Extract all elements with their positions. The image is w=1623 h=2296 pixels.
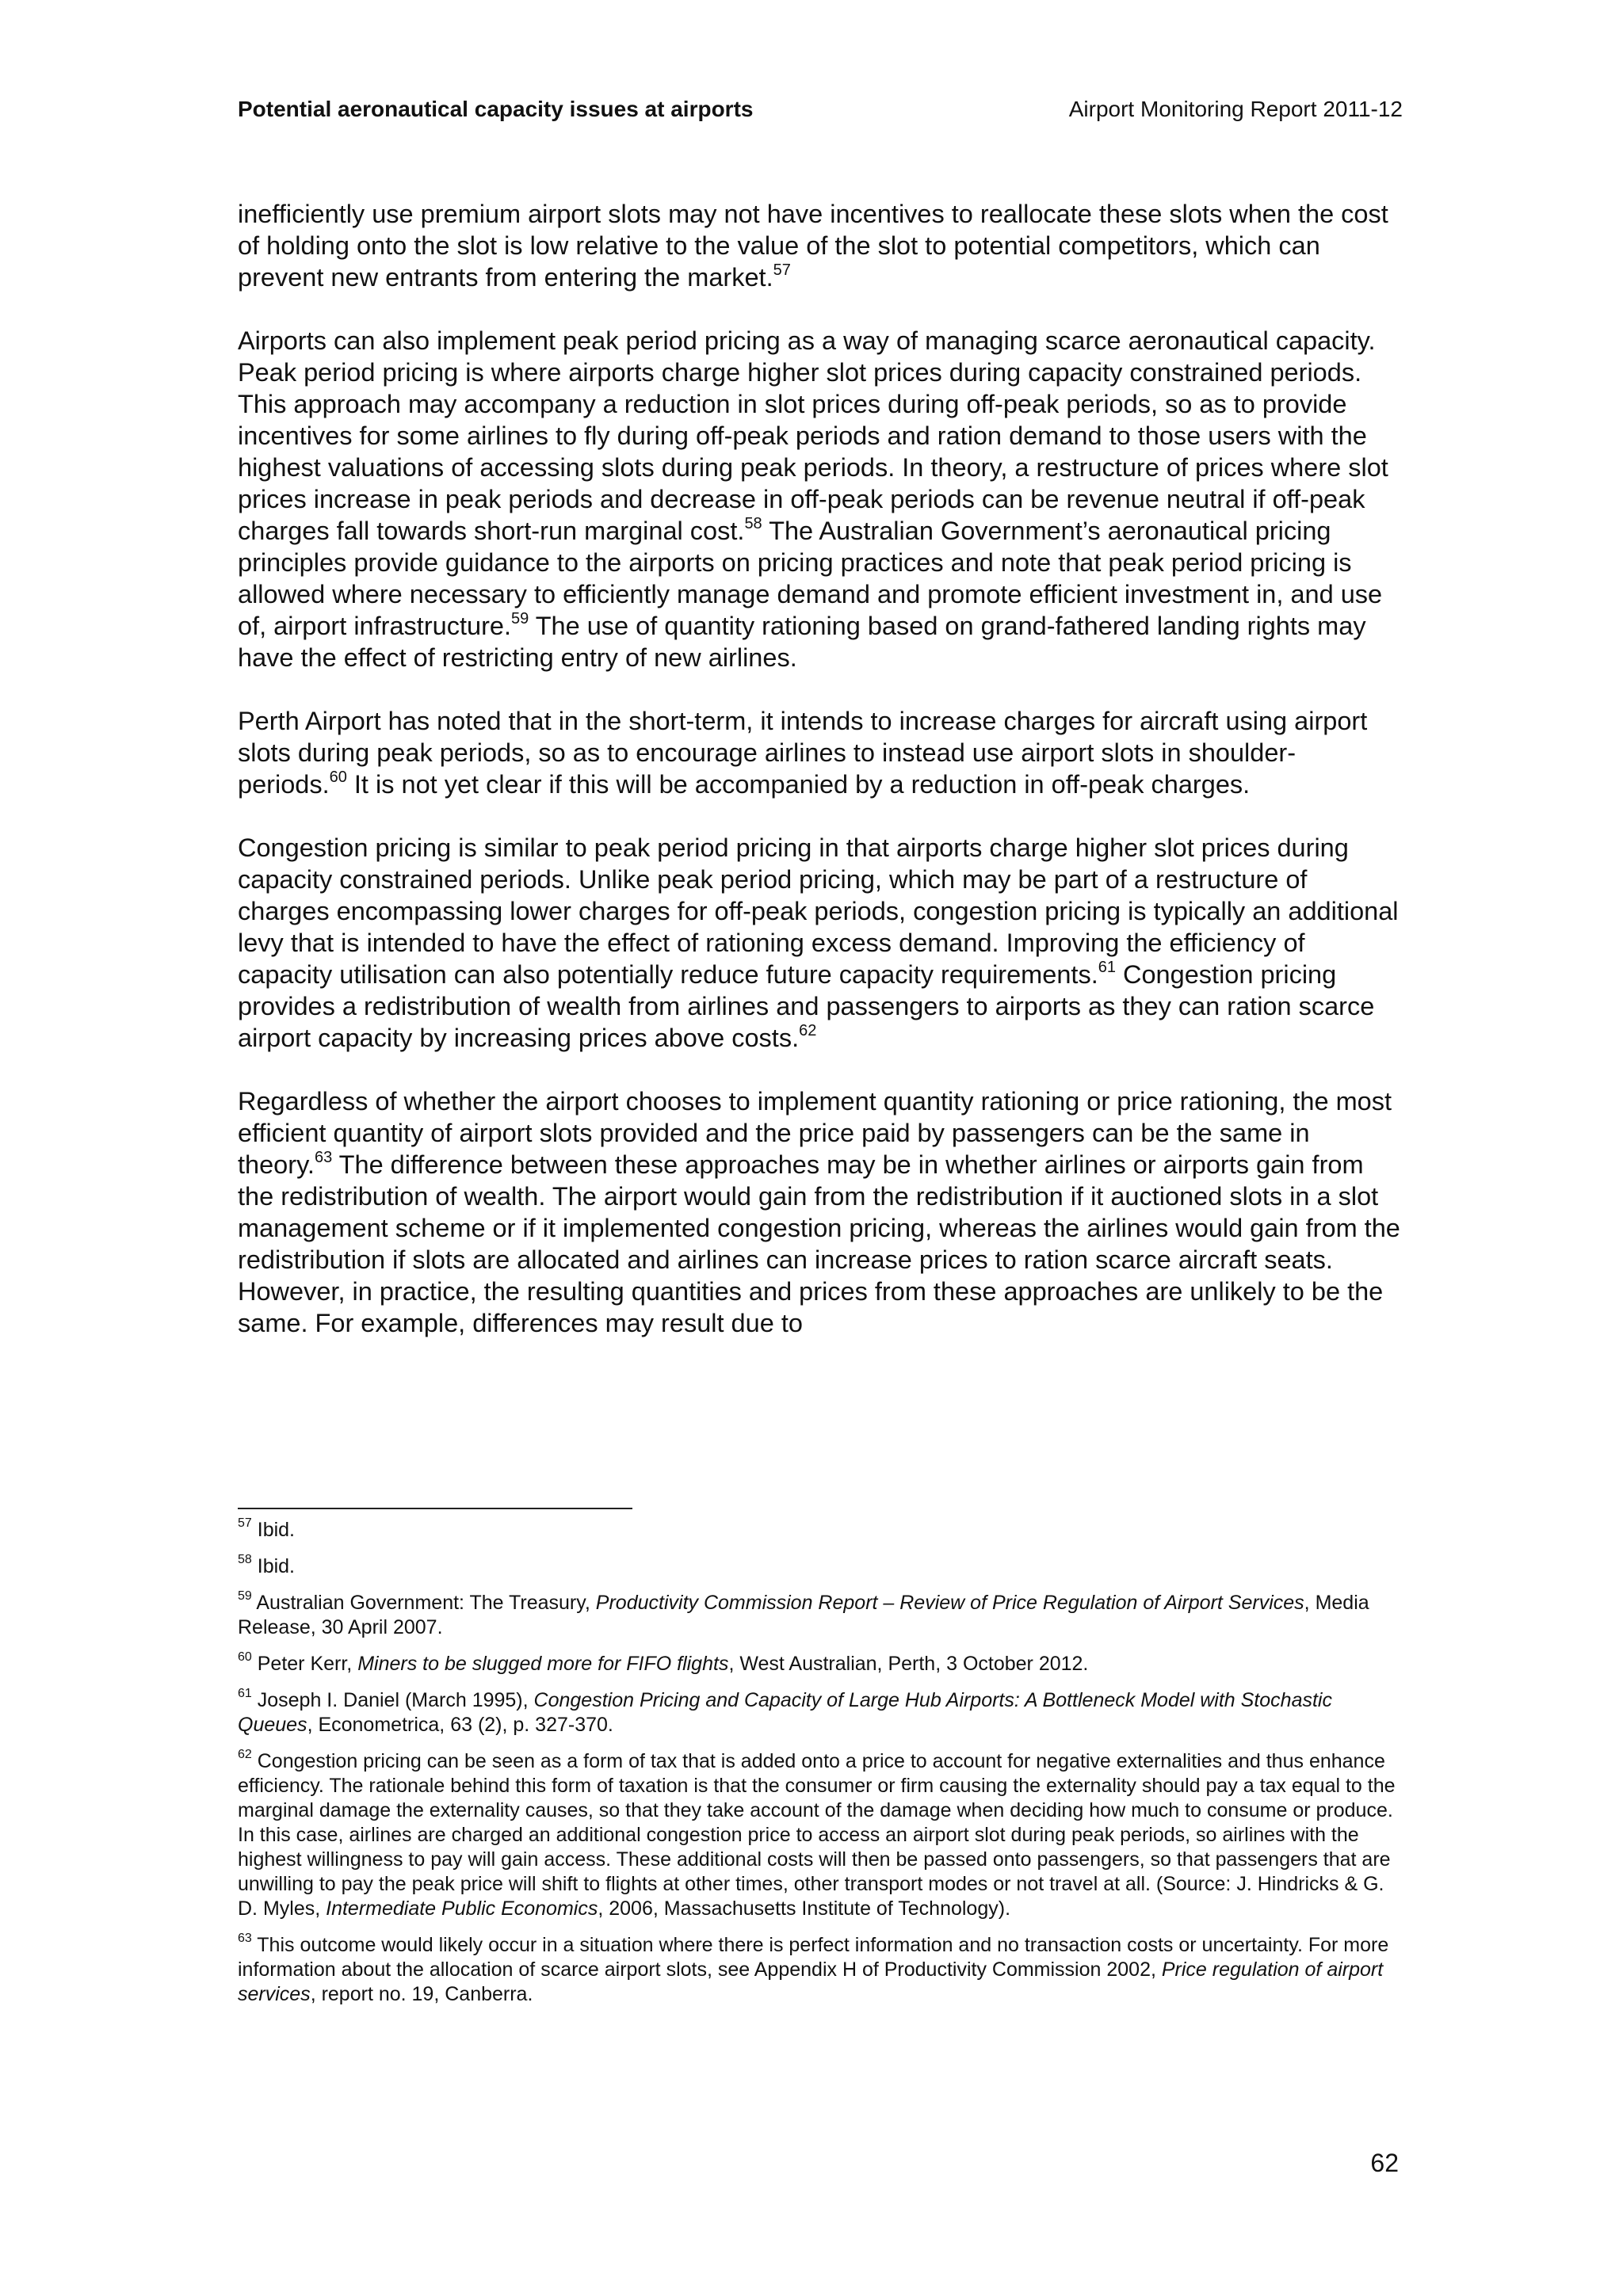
paragraph-text: Perth Airport has noted that in the short-term, it intends to increase charges for aircraft using airport slots during peak periods, so as to encourage airlines to instead use airport slots in shoulder-periods. — [238, 707, 1368, 799]
footnote-63 — [238, 1933, 1403, 2007]
footnote-text: Australian Government: The Treasury, — [251, 1592, 596, 1614]
paragraph-text: Airports can also implement peak period pricing as a way of managing scarce aeronautical capacity. Peak period pricing is where airports charge higher slot prices during capacity constrained periods. This approach may accompany a reduction in slot prices during off-peak periods, so as to provide incentives for some airlines to fly during off-peak periods and ration demand to those users with the highest valuations of accessing slots during peak periods. In theory, a restructure of prices where slot prices increase in peak periods and decrease in off-peak periods can be revenue neutral if off-peak charges fall towards short-run marginal cost. — [238, 326, 1388, 545]
footnote-59 — [238, 1591, 1403, 1640]
paragraph-text: Congestion pricing is similar to peak period pricing in that airports charge higher slot prices during capacity constrained periods. Unlike peak period pricing, which may be part of a restructure of charges encompassing lower charges for off-peak periods, congestion pricing is typically an additional levy that is intended to have the effect of rationing excess demand. Improving the efficiency of capacity utilisation can also potentially reduce future capacity requirements. — [238, 833, 1399, 989]
footnote-text: Congestion pricing can be seen as a form of tax that is added onto a price to account for negative externalities and thus enhance efficiency. The rationale behind this form of taxation is that the consumer or firm causing the externality should pay a tax equal to the marginal damage the externality causes, so that they take account of the damage when deciding how much to consume or produce. In this case, airlines are charged an additional congestion price to access an airport slot during peak periods, so airlines with the highest willingness to pay will gain access. These additional costs will then be passed onto passengers, so that passengers that are unwilling to pay the peak price will shift to flights at other times, other transport modes or not travel at all. (Source: J. Hindricks & G. D. Myles, — [238, 1750, 1396, 1920]
footnote-text: Peter Kerr, — [251, 1653, 358, 1675]
paragraph-3 — [238, 705, 1403, 800]
footnote-title: Price regulation of airport services — [238, 1958, 1384, 2005]
footnote-text: Ibid. — [251, 1555, 295, 1577]
footnote-ref-63[interactable]: 63 — [314, 1149, 333, 1167]
footnote-text: Ibid. — [251, 1519, 295, 1541]
paragraph-text: It is not yet clear if this will be accompanied by a reduction in off-peak charges. — [346, 770, 1251, 799]
footnote-number: 60 — [238, 1650, 252, 1664]
paragraph-text: The use of quantity rationing based on grand-fathered landing rights may have the effect of restricting entry of new airlines. — [238, 612, 1366, 672]
paragraph-text: The difference between these approaches may be in whether airlines or airports gain from the redistribution of wealth. The airport would gain from the redistribution if it auctioned slots in a slot management scheme or if it implemented congestion pricing, whereas the airlines would gain from the redistribution if slots are allocated and airlines can increase prices to ration scarce aircraft seats. However, in practice, the resulting quantities and prices from these approaches are unlikely to be the same. For example, differences may result due to — [238, 1150, 1400, 1337]
footnote-ref-58[interactable]: 58 — [744, 515, 762, 533]
header-report-title: Airport Monitoring Report 2011-12 — [1068, 97, 1403, 121]
paragraph-text: The Australian Government’s aeronautical pricing principles provide guidance to the airports on pricing practices and note that peak period pricing is allowed where necessary to efficiently manage demand and promote efficient investment in, and use of, airport infrastructure. — [238, 517, 1383, 640]
paragraph-text: Congestion pricing provides a redistribution of wealth from airlines and passengers to airports as they can ration scarce airport capacity by increasing prices above costs. — [238, 960, 1375, 1052]
paragraph-4 — [238, 832, 1403, 1054]
footnote-title: Productivity Commission Report – Review of Price Regulation of Airport Services — [595, 1592, 1304, 1614]
paragraph-1 — [238, 198, 1403, 293]
paragraph-2 — [238, 325, 1403, 673]
footnote-text: This outcome would likely occur in a situation where there is perfect information and no transaction costs or uncertainty. For more information about the allocation of scarce airport slots, see Appendix H of Productivity Commission 2002, — [238, 1934, 1389, 1981]
footnote-ref-60[interactable]: 60 — [329, 769, 347, 787]
footnote-60 — [238, 1652, 1403, 1676]
page-number: 62 — [1370, 2149, 1399, 2177]
paragraph-text: Regardless of whether the airport chooses to implement quantity rationing or price rationing, the most efficient quantity of airport slots provided and the price paid by passengers can be the same in theory. — [238, 1087, 1392, 1179]
footnote-ref-62[interactable]: 62 — [799, 1022, 817, 1040]
footnote-text: , Econometrica, 63 (2), p. 327-370. — [307, 1714, 613, 1736]
footnote-ref-57[interactable]: 57 — [773, 261, 791, 280]
footnotes — [238, 1518, 1403, 2019]
footnote-62 — [238, 1749, 1403, 1921]
header-section-title: Potential aeronautical capacity issues at airports — [238, 97, 754, 121]
footnote-number: 59 — [238, 1589, 252, 1603]
footnote-57 — [238, 1518, 1403, 1543]
footnote-number: 63 — [238, 1931, 252, 1945]
footnote-61 — [238, 1688, 1403, 1737]
footnote-number: 57 — [238, 1516, 252, 1530]
footnote-separator — [238, 1508, 632, 1509]
footnote-ref-61[interactable]: 61 — [1098, 959, 1116, 977]
footnote-58 — [238, 1554, 1403, 1579]
page-header — [238, 95, 1403, 124]
paragraph-text: inefficiently use premium airport slots may not have incentives to reallocate these slots when the cost of holding onto the slot is low relative to the value of the slot to potential competitors, which can prevent new entrants from entering the market. — [238, 200, 1388, 292]
footnote-text: , Media Release, 30 April 2007. — [238, 1592, 1369, 1638]
footnote-text: Joseph I. Daniel (March 1995), — [251, 1689, 534, 1711]
footnote-text: , West Australian, Perth, 3 October 2012. — [728, 1653, 1089, 1675]
footnote-number: 58 — [238, 1552, 252, 1566]
footnote-title: Intermediate Public Economics — [326, 1897, 598, 1920]
footnote-title: Miners to be slugged more for FIFO flights — [357, 1653, 729, 1675]
footnote-text: , 2006, Massachusetts Institute of Technology). — [598, 1897, 1011, 1920]
body-text — [238, 198, 1403, 1371]
footnote-text: , report no. 19, Canberra. — [310, 1983, 533, 2005]
footnote-number: 61 — [238, 1686, 252, 1700]
footnote-title: Congestion Pricing and Capacity of Large Hub Airports: A Bottleneck Model with Stochastic Queues — [238, 1689, 1332, 1736]
paragraph-5 — [238, 1085, 1403, 1339]
footnote-number: 62 — [238, 1747, 252, 1761]
footnote-ref-59[interactable]: 59 — [511, 610, 529, 628]
